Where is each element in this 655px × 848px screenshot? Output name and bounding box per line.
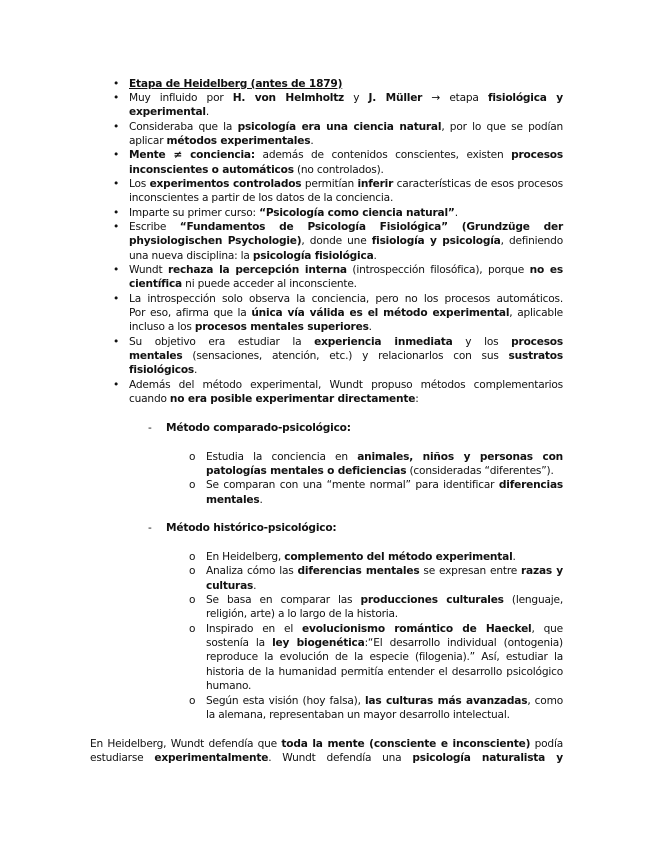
- text-line: [129, 292, 563, 306]
- text-run: humano.: [206, 680, 252, 693]
- text-run: permitían: [301, 177, 358, 190]
- bold-text: inferir: [357, 177, 394, 190]
- text-line: [90, 737, 563, 751]
- text-line: [206, 708, 563, 722]
- text-line: [206, 679, 563, 693]
- method-heading: [148, 521, 337, 535]
- text-run: . Wundt defendía una: [268, 751, 413, 764]
- bold-text: experimental: [129, 106, 206, 119]
- bold-text: physiologischen Psychologie): [129, 235, 302, 248]
- text-line: [206, 650, 563, 664]
- text-run: (consideradas “diferentes”).: [406, 464, 554, 477]
- text-run: .: [310, 134, 314, 147]
- text-run: , que: [531, 622, 563, 635]
- bold-text: ley biogenética: [272, 637, 365, 650]
- text-run: sostenía la: [206, 637, 273, 650]
- method-title: Método comparado-psicológico:: [166, 421, 351, 434]
- bold-text: diferencias: [498, 479, 563, 492]
- text-line: [129, 105, 563, 119]
- text-line: [129, 277, 563, 291]
- text-run: religión, arte) a lo largo de la historia.: [206, 608, 398, 621]
- text-run: .: [454, 206, 458, 219]
- method-heading: [148, 421, 351, 435]
- text-line: [129, 120, 563, 134]
- circle-bullet-icon: o: [189, 594, 196, 607]
- sub-bullet-item: [189, 622, 563, 694]
- text-run: .: [194, 364, 198, 377]
- text-line: [129, 206, 563, 220]
- text-line: [129, 77, 563, 91]
- text-run: (no controlados).: [293, 163, 384, 176]
- text-line: [129, 320, 563, 334]
- text-run: la alemana, representaban un mayor desarrollo intelectual.: [206, 708, 510, 721]
- text-run: una nueva disciplina: la: [129, 249, 253, 262]
- text-run: podía: [530, 737, 563, 750]
- text-run: incluso a los: [129, 321, 195, 334]
- bullet-item: [113, 206, 563, 220]
- circle-bullet-icon: o: [189, 622, 196, 635]
- bold-text: rechaza la percepción interna: [167, 264, 347, 277]
- bullet-item: [113, 120, 563, 149]
- text-run: :“El desarrollo individual (ontogenia): [364, 637, 563, 650]
- text-run: Escribe: [129, 221, 180, 233]
- text-run: .: [253, 579, 257, 592]
- text-line: [206, 622, 563, 636]
- sub-bullet-item: [189, 694, 563, 723]
- text-run: Inspirado en el: [206, 622, 303, 635]
- sub-bullet-item: [189, 593, 563, 622]
- text-run: estudiarse: [90, 751, 155, 764]
- text-run: reproduce la evolución de la especie (filogenia).” Así, estudiar la: [206, 651, 563, 664]
- bullet-icon: •: [113, 91, 120, 104]
- bullet-item: [113, 148, 563, 177]
- text-line: [206, 579, 563, 593]
- bold-text: procesos mentales superiores: [194, 321, 369, 334]
- bold-text: fisiológica y: [487, 91, 563, 104]
- text-run: .: [368, 321, 372, 334]
- bold-text: inconscientes o automáticos: [129, 163, 294, 176]
- text-run: .: [205, 106, 210, 119]
- text-run: En Heidelberg,: [206, 551, 285, 564]
- bullet-item: [113, 335, 563, 378]
- text-run: (sensaciones, atención, etc.) y relacionarlos con sus: [182, 350, 509, 363]
- bold-text: Mente ≠ conciencia:: [129, 149, 255, 162]
- bullet-item: [113, 220, 563, 263]
- bold-text: fisiológicos: [129, 364, 195, 377]
- dash-icon: -: [148, 522, 152, 535]
- bold-text: patologías mentales o deficiencias: [206, 464, 407, 477]
- bold-text: experimentos controlados: [149, 177, 302, 190]
- bullet-icon: •: [113, 292, 120, 305]
- text-line: [129, 392, 563, 406]
- bold-text: H. von Helmholtz: [232, 91, 345, 104]
- text-run: Se basa en comparar las: [206, 594, 361, 607]
- text-run: Los: [129, 177, 150, 190]
- text-run: , como: [527, 694, 563, 707]
- text-line: [129, 363, 563, 377]
- bold-text: fisiología y psicología: [371, 235, 501, 248]
- sub-bullet-item: [189, 564, 563, 593]
- text-run: .: [512, 551, 516, 564]
- text-run: Además del método experimental, Wundt propuso métodos complementarios: [129, 378, 563, 391]
- text-line: [129, 349, 563, 363]
- text-run: Consideraba que la: [129, 120, 238, 133]
- text-run: En Heidelberg, Wundt defendía que: [90, 737, 282, 750]
- text-run: aplicar: [129, 134, 167, 147]
- text-line: [129, 191, 563, 205]
- bold-text: culturas: [206, 579, 254, 592]
- closing-paragraph: [90, 737, 563, 766]
- bold-text: evolucionismo romántico de Haeckel: [302, 622, 532, 635]
- text-run: Imparte su primer curso:: [129, 206, 260, 219]
- sub-bullet-item: [189, 550, 563, 564]
- circle-bullet-icon: o: [189, 450, 196, 463]
- text-line: [129, 134, 563, 148]
- text-line: [129, 249, 563, 263]
- text-line: [206, 478, 563, 492]
- text-run: (lenguaje,: [503, 594, 563, 607]
- text-run: historia de la humanidad permitía entender el desarrollo psicológico: [206, 665, 563, 678]
- bullet-item: [113, 77, 563, 91]
- text-line: [129, 148, 563, 162]
- bullet-item: [113, 91, 563, 120]
- bullet-item: [113, 263, 563, 292]
- bold-text: psicología fisiológica: [252, 249, 374, 262]
- sub-bullet-item: [189, 450, 563, 479]
- text-run: .: [373, 249, 377, 262]
- text-line: [206, 593, 563, 607]
- bold-text: no es: [529, 264, 563, 277]
- text-run: :: [415, 393, 419, 406]
- text-run: Estudia la conciencia en: [206, 450, 358, 463]
- circle-bullet-icon: o: [189, 694, 196, 707]
- text-run: inconscientes a partir de los datos de la conciencia.: [129, 192, 394, 205]
- text-line: [90, 751, 563, 765]
- text-run: Por eso, afirma que la: [129, 307, 252, 320]
- text-line: [206, 636, 563, 650]
- bold-text: procesos: [511, 149, 563, 162]
- heading-text: [129, 78, 342, 90]
- text-line: [129, 234, 563, 248]
- bold-text: no era posible experimentar directamente: [169, 393, 416, 406]
- text-run: , donde une: [301, 235, 372, 248]
- bold-text: psicología naturalista y: [412, 751, 564, 764]
- bold-text: única vía válida es el método experimental: [251, 307, 510, 320]
- bold-text: métodos experimentales: [166, 134, 311, 147]
- text-run: Muy influido por: [129, 91, 233, 104]
- text-run: → etapa: [422, 91, 488, 104]
- bold-text: animales, niños y personas con: [357, 450, 563, 463]
- heading-underline: Etapa de Heidelberg (antes de 1879): [129, 77, 343, 90]
- text-run: , aplicable: [509, 307, 563, 320]
- bold-text: mentales: [206, 493, 260, 506]
- text-line: [129, 263, 563, 277]
- bold-text: experiencia inmediata: [314, 335, 453, 348]
- method-title: Método histórico-psicológico:: [166, 522, 337, 535]
- text-run: Según esta visión (hoy falsa),: [206, 694, 365, 707]
- bold-text: “Psicología como ciencia natural”: [259, 206, 455, 219]
- text-line: [129, 378, 563, 392]
- bold-text: razas y: [521, 565, 563, 578]
- bold-text: experimentalmente: [154, 751, 269, 764]
- text-run: Su objetivo era estudiar la: [129, 335, 315, 348]
- bullet-icon: •: [113, 378, 120, 391]
- bullet-item: [113, 177, 563, 206]
- text-run: (introspección filosófica), porque: [346, 264, 530, 277]
- bold-text: sustratos: [508, 350, 563, 363]
- text-line: [206, 493, 563, 507]
- text-run: Wundt: [129, 264, 168, 277]
- bullet-item: [113, 378, 563, 407]
- bullet-icon: •: [113, 149, 120, 162]
- bold-text: toda la mente (consciente e inconsciente): [281, 737, 531, 750]
- sub-bullet-item: [189, 478, 563, 507]
- bold-text: psicología era una ciencia natural: [237, 120, 442, 133]
- text-run: se expresan entre: [419, 565, 522, 578]
- text-line: [129, 177, 563, 191]
- bullet-icon: •: [113, 77, 120, 90]
- text-run: Se comparan con una “mente normal” para identificar: [206, 479, 499, 492]
- text-run: La introspección solo observa la conciencia, pero no los procesos automáticos.: [129, 292, 563, 305]
- dash-icon: -: [148, 421, 152, 434]
- text-line: [129, 163, 563, 177]
- bullet-icon: •: [113, 120, 120, 133]
- text-run: y: [344, 91, 369, 104]
- text-run: .: [259, 493, 263, 506]
- text-run: , definiendo: [500, 235, 563, 248]
- bullet-icon: •: [113, 221, 120, 233]
- text-run: , por lo que se podían: [441, 120, 563, 133]
- text-line: [129, 91, 563, 105]
- bullet-icon: •: [113, 264, 120, 277]
- bold-text: diferencias mentales: [297, 565, 420, 578]
- text-line: [206, 607, 563, 621]
- bold-text: “Fundamentos de Psicología Fisiológica” (Grundzüge der: [179, 221, 563, 233]
- circle-bullet-icon: o: [189, 565, 196, 578]
- bold-text: procesos: [511, 335, 563, 348]
- bullet-icon: •: [113, 177, 120, 190]
- text-line: [206, 694, 563, 708]
- bold-text: complemento del método experimental: [284, 551, 513, 564]
- bold-text: científica: [129, 278, 183, 291]
- bullet-item: [113, 292, 563, 335]
- text-line: [206, 464, 563, 478]
- text-line: [206, 550, 563, 564]
- bold-text: mentales: [129, 350, 183, 363]
- text-run: y los: [452, 335, 512, 348]
- text-line: [129, 335, 563, 349]
- text-line: [206, 450, 563, 464]
- bullet-icon: •: [113, 206, 120, 219]
- text-run: Analiza cómo las: [206, 565, 298, 578]
- bold-text: J. Müller: [368, 91, 423, 104]
- text-line: [129, 306, 563, 320]
- text-line: [206, 564, 563, 578]
- text-run: ni puede acceder al inconsciente.: [182, 278, 357, 291]
- circle-bullet-icon: o: [189, 479, 196, 492]
- bullet-icon: •: [113, 335, 120, 348]
- text-line: [129, 220, 563, 234]
- text-line: [206, 665, 563, 679]
- text-run: además de contenidos conscientes, existen: [254, 149, 512, 162]
- bold-text: producciones culturales: [360, 594, 504, 607]
- bold-text: las culturas más avanzadas: [364, 694, 528, 707]
- text-run: características de esos procesos: [393, 177, 563, 190]
- circle-bullet-icon: o: [189, 551, 196, 564]
- text-run: cuando: [129, 393, 170, 406]
